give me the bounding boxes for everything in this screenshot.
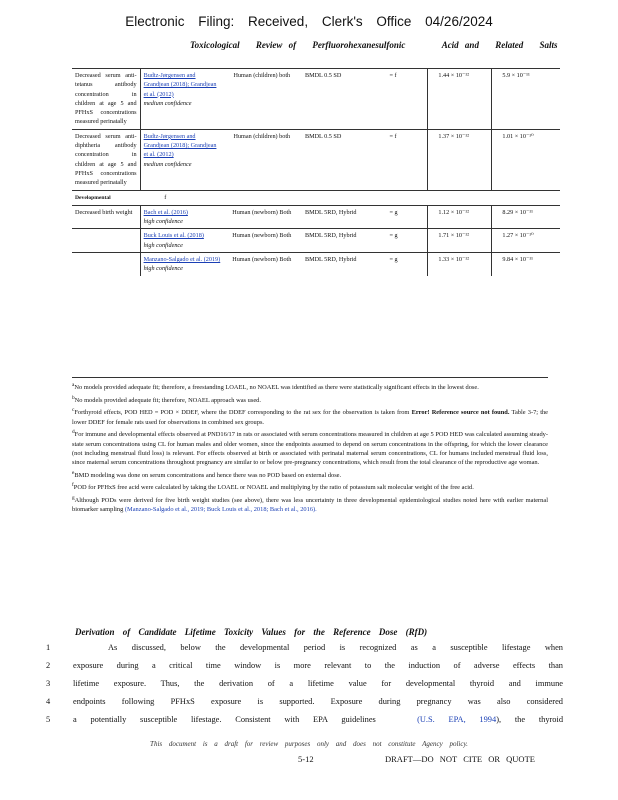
footnote-ref-cell: = f: [381, 69, 427, 130]
rfd-cell: 8.29 × 10⁻¹¹: [492, 205, 560, 229]
population-cell: Human (newborn) Both: [225, 205, 299, 229]
footnote-c: $^c$Forthyroid effects, POD HED = POD × DDEF, where the DDEF corresponding to the rat sex for the observation is taken from Error! Reference source not found. Table 3-7; the lower DDEF for female rats used for observations in combined sex groups.: [72, 407, 548, 426]
reference-link[interactable]: ; Grandjean et al. (2012): [143, 81, 217, 98]
footnote-e: $^e$BMD modeling was done on serum concentrations and hence there was no POD based on external dose.: [72, 469, 342, 479]
line-number: 2: [46, 661, 51, 670]
draft-disclaimer: This document is a draft for review purposes only and does not constitute Agency policy.: [150, 740, 468, 748]
footnote-g: $^g$Although PODs were derived for five birth weight studies (see above), there was less uncertainty in three developmental epidemiological studies noted here with earlier maternal biomarker sampling (Manzano-Salgado et al., 2019; Buck Louis et al., 2018; Bach et al., 2016).: [72, 494, 548, 514]
line-number: 5: [46, 715, 51, 724]
dose-metric-cell: BMDL 0.5 SD: [299, 69, 382, 130]
line-number: 4: [46, 697, 51, 706]
population-cell: Human (newborn) Both: [225, 229, 299, 253]
pod-cell: 1.44 × 10⁻¹²: [428, 69, 492, 130]
rfd-cell: 1.27 × 10⁻¹⁰: [492, 229, 560, 253]
running-header-part: Salts: [539, 40, 558, 50]
pod-cell: 1.37 × 10⁻¹²: [428, 129, 492, 190]
footnote-b: $^b$No models provided adequate fit; therefore, NOAEL approach was used.: [72, 394, 261, 404]
filing-stamp-title: Electronic Filing: Received, Clerk's Office 04/26/2024: [125, 14, 493, 29]
section-label: Developmental: [75, 194, 111, 201]
footnote-g-text: Although PODs were derived for five birth weight studies (see above), there was less uncertainty in three developmental epidemiological studies noted here with earlier maternal biomarker sampling: [72, 496, 548, 514]
citation-link[interactable]: (U.S. EPA, 1994: [417, 715, 497, 724]
reference-cell: [140, 253, 225, 276]
reference-cell: [140, 205, 225, 229]
line-number: 3: [46, 679, 51, 688]
section-footnote-mark: f: [164, 193, 167, 201]
dose-metric-cell: BMDL 5RD, Hybrid: [299, 253, 382, 276]
table-row: [72, 129, 560, 190]
section-heading: Derivation of Candidate Lifetime Toxicity Values for the Reference Dose (RfD): [75, 627, 428, 637]
draft-label: DRAFT—DO NOT CITE OR QUOTE: [385, 754, 535, 764]
footnote-d-text: For immune and developmental effects observed at PND16/17 in rats or associated with serum concentrations measured in children at age 5 POD HED was calculated assuming steady-state serum concentrations using CL for human males and older women, since the endpoints assumed to depend on serum concentrations in the offspring, for which the lower clearance (not including menstrual fluid loss) is relevant. For effects observed at birth or associated with perinatal maternal serum concentrations, CL for humans included menstrual fluid loss, since maternal serum concentrations throughout pregnancy are similar to or below pre-pregnancy concentrations, which result from the total clearance of the reproductive age woman.: [72, 431, 548, 467]
endpoint-cell: Decreased serum anti-tetanus antibody concentration in children at age 5 and PFHxS concentrations measured perinatally: [72, 69, 140, 130]
reference-cell: [140, 129, 225, 190]
reference-cell: [140, 229, 225, 253]
reference-link[interactable]: ; Grandjean et al. (2012): [143, 142, 217, 159]
reference-link[interactable]: Manzano-Salgado et al. (2019): [143, 256, 221, 264]
confidence-label: high confidence: [143, 218, 183, 226]
endpoint-cell: [72, 253, 140, 276]
line-text: [73, 715, 563, 724]
footnote-f: $^f$POD for PFHxS free acid were calculated by taking the LOAEL or NOAEL and multiplying by the ratio of potassium salt molecular weight of the free acid.: [72, 482, 474, 492]
toxicity-values-table: [72, 68, 560, 276]
line-text: lifetime exposure. Thus, the derivation of a lifetime value for developmental thyroid and immune: [73, 679, 563, 688]
footnote-c-error: Error! Reference source not found.: [411, 409, 510, 417]
rfd-cell: 9.84 × 10⁻¹¹: [492, 253, 560, 276]
footnote-ref-cell: = f: [381, 129, 427, 190]
endpoint-cell: Decreased birth weight: [72, 205, 140, 229]
dose-metric-cell: BMDL 5RD, Hybrid: [299, 229, 382, 253]
endpoint-cell: [72, 229, 140, 253]
reference-cell: [140, 69, 225, 130]
reference-link[interactable]: Budtz-Jørgensen and Grandjean (2018): [143, 132, 196, 150]
dose-metric-cell: BMDL 0.5 SD: [299, 129, 382, 190]
population-cell: Human (newborn) Both: [225, 253, 299, 276]
confidence-label: medium confidence: [143, 160, 192, 168]
line-text-main: a potentially susceptible lifestage. Consistent with EPA guidelines: [73, 715, 376, 724]
footnote-b-text: No models provided adequate fit; therefore, NOAEL approach was used.: [74, 396, 261, 404]
table-row: [72, 69, 560, 130]
page-number: 5-12: [298, 754, 314, 764]
rfd-cell: 1.01 × 10⁻¹⁰: [492, 129, 560, 190]
footnote-e-text: BMD modeling was done on serum concentrations and hence there was no POD based on external dose.: [74, 471, 342, 479]
section-row: [72, 190, 560, 205]
footnote-c-tail: Table 3-7; the lower DDEF for female rats used for observations in combined sex groups.: [72, 409, 548, 426]
table-row: [72, 253, 560, 276]
running-header-part: Acid and: [441, 40, 479, 50]
footnote-a: $^a$No models provided adequate fit; therefore, a freestanding LOAEL, no NOAEL was identified as there were statistically significant effects in the lowest dose.: [72, 382, 479, 392]
pod-cell: 1.71 × 10⁻¹²: [428, 229, 492, 253]
footnote-c-text: Forthyroid effects, POD HED = POD × DDEF, where the DDEF corresponding to the rat sex for the observation is taken from: [74, 409, 412, 417]
population-cell: Human (children) both: [225, 129, 299, 190]
reference-link[interactable]: Buck Louis et al. (2018): [143, 232, 204, 240]
line-text-tail: ), the thyroid: [496, 715, 564, 724]
table-footnotes: [72, 377, 548, 516]
table-row: [72, 205, 560, 229]
reference-link[interactable]: Budtz-Jørgensen and Grandjean (2018): [143, 72, 196, 89]
footnote-ref-cell: = g: [381, 205, 427, 229]
footnote-f-text: POD for PFHxS free acid were calculated by taking the LOAEL or NOAEL and multiplying by the ratio of potassium salt molecular weight of the free acid.: [73, 484, 474, 492]
pod-cell: 1.12 × 10⁻¹²: [428, 205, 492, 229]
confidence-label: high confidence: [143, 265, 183, 273]
running-header-part: Toxicological: [190, 40, 240, 50]
endpoint-cell: Decreased serum anti-diphtheria antibody concentration in children at age 5 and PFHxS concentrations measured perinatally: [72, 129, 140, 190]
dose-metric-cell: BMDL 5RD, Hybrid: [299, 205, 382, 229]
running-header-part: Review of: [255, 40, 297, 50]
pod-cell: 1.33 × 10⁻¹²: [428, 253, 492, 276]
line-text: endpoints following PFHxS exposure is supported. Exposure during pregnancy was also considered: [73, 697, 563, 706]
running-header: [190, 40, 567, 50]
line-number: 1: [46, 643, 51, 652]
confidence-label: medium confidence: [143, 99, 192, 107]
line-text: As discussed, below the developmental period is recognized as a susceptible lifestage when: [108, 643, 563, 652]
footnote-d: $^d$For immune and developmental effects observed at PND16/17 in rats or associated with serum concentrations measured in children at age 5 POD HED was calculated assuming steady-state serum concentrations using CL for human males and older women, since the endpoints assumed to depend on serum concentrations in the offspring, for which the lower clearance (not including menstrual fluid loss) is relevant. For effects observed at birth or associated with perinatal maternal serum concentrations, CL for humans included menstrual fluid loss, since maternal serum concentrations throughout pregnancy are similar to or below pre-pregnancy concentrations, which result from the total clearance of the reproductive age woman.: [72, 429, 548, 467]
footnote-ref-cell: = g: [381, 229, 427, 253]
running-header-part: Perfluorohexanesulfonic: [312, 40, 406, 50]
table-row: [72, 229, 560, 253]
footnote-g-refs[interactable]: (Manzano-Salgado et al., 2019; Buck Louis et al., 2018; Bach et al., 2016).: [124, 506, 317, 514]
running-header-part: Related: [495, 40, 524, 50]
confidence-label: high confidence: [143, 241, 183, 249]
rfd-cell: 5.9 × 10⁻¹¹: [492, 69, 560, 130]
line-text: exposure during a critical time window is more relevant to the induction of adverse effects than: [73, 661, 563, 670]
reference-link[interactable]: Bach et al. (2016): [143, 208, 188, 216]
footnote-ref-cell: = g: [381, 253, 427, 276]
footnote-a-text: No models provided adequate fit; therefore, a freestanding LOAEL, no NOAEL was identified as there were statistically significant effects in the lowest dose.: [74, 384, 479, 392]
population-cell: Human (children) both: [225, 69, 299, 130]
